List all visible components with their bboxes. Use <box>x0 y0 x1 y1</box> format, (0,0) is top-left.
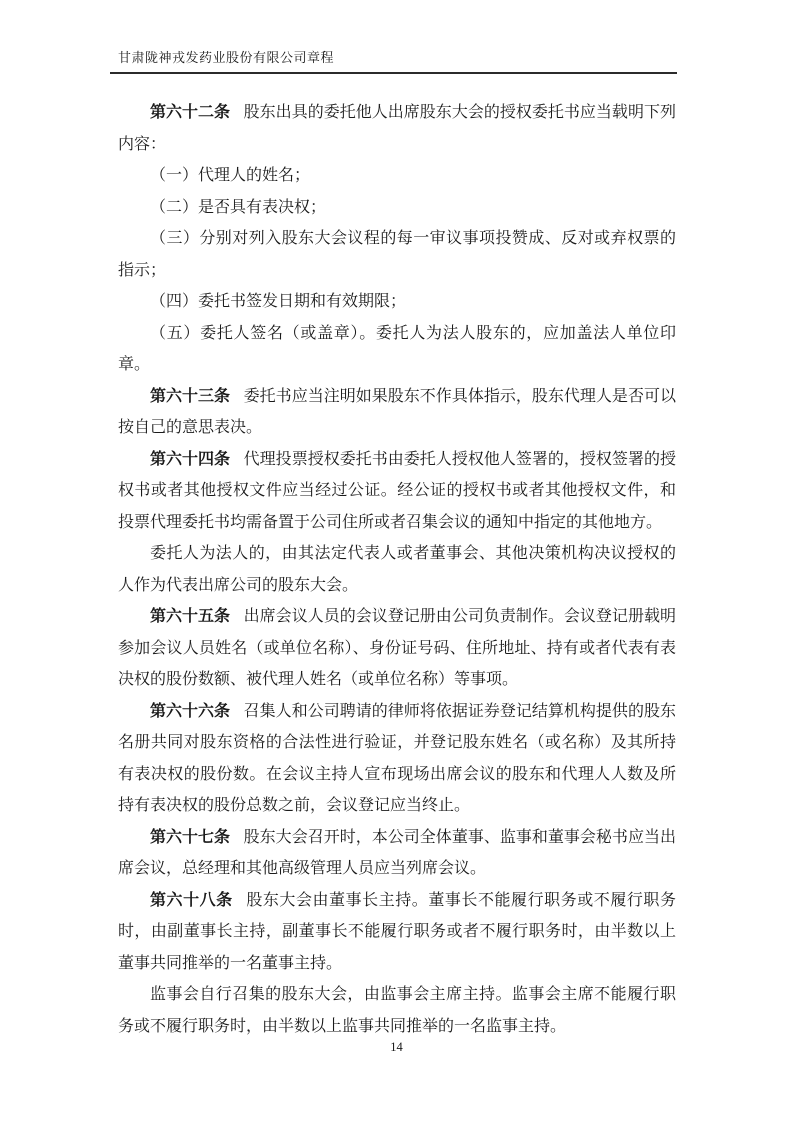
article-paragraph <box>118 822 676 885</box>
paragraph-text: （四）委托书签发日期和有效期限； <box>150 293 407 310</box>
paragraph-text: 股东大会由董事长主持。董事长不能履行职务或不履行职务时，由副董事长主持，副董事长不能履行职务或者不履行职务时，由半数以上董事共同推举的一名董事主持。 <box>118 891 676 972</box>
page-number: 14 <box>390 1040 403 1054</box>
article-paragraph <box>118 601 676 696</box>
article-paragraph <box>118 97 676 160</box>
paragraph-text: （一）代理人的姓名； <box>150 167 311 184</box>
paragraph-text: （五）委托人签名（或盖章）。委托人为法人股东的，应加盖法人单位印章。 <box>118 324 676 373</box>
body-paragraph <box>118 979 676 1042</box>
article-number: 第六十七条 <box>150 828 231 846</box>
body-paragraph <box>118 223 676 286</box>
body-paragraph <box>118 538 676 601</box>
article-number: 第六十六条 <box>150 702 231 720</box>
article-number: 第六十四条 <box>150 450 231 468</box>
paragraph-text: 召集人和公司聘请的律师将依据证券登记结算机构提供的股东名册共同对股东资格的合法性进行验证，并登记股东姓名（或名称）及其所持有表决权的股份数。在会议主持人宣布现场出席会议的股东和代理人人数及所持有表决权的股份总数之前，会议登记应当终止。 <box>118 702 676 814</box>
article-paragraph <box>118 885 676 980</box>
article-paragraph <box>118 444 676 539</box>
article-paragraph <box>118 381 676 444</box>
paragraph-text: 股东出具的委托他人出席股东大会的授权委托书应当载明下列内容： <box>118 104 676 153</box>
body-paragraph <box>118 318 676 381</box>
paragraph-text: 出席会议人员的会议登记册由公司负责制作。会议登记册载明参加会议人员姓名（或单位名称）、身份证号码、住所地址、持有或者代表有表决权的股份数额、被代理人姓名（或单位名称）等事项。 <box>118 608 676 688</box>
paragraph-text: 委托人为法人的，由其法定代表人或者董事会、其他决策机构决议授权的人作为代表出席公司的股东大会。 <box>118 545 676 594</box>
paragraph-text: 股东大会召开时，本公司全体董事、监事和董事会秘书应当出席会议，总经理和其他高级管理人员应当列席会议。 <box>118 828 676 877</box>
article-number: 第六十二条 <box>150 104 231 121</box>
page-footer <box>0 1038 793 1056</box>
article-number: 第六十三条 <box>150 387 231 405</box>
body-paragraph <box>118 160 676 192</box>
paragraph-text: 监事会自行召集的股东大会，由监事会主席主持。监事会主席不能履行职务或不履行职务时，由半数以上监事共同推举的一名监事主持。 <box>118 986 676 1035</box>
article-number: 第六十八条 <box>150 891 233 909</box>
body-paragraph <box>118 192 676 224</box>
paragraph-text: 代理投票授权委托书由委托人授权他人签署的，授权签署的授权书或者其他授权文件应当经过公证。经公证的授权书或者其他授权文件，和投票代理委托书均需备置于公司住所或者召集会议的通知中指定的其他地方。 <box>118 450 676 531</box>
paragraph-text: （二）是否具有表决权； <box>150 198 327 216</box>
header-title: 甘肃陇神戎发药业股份有限公司章程 <box>118 50 335 65</box>
document-body <box>118 97 676 1042</box>
article-paragraph <box>118 696 676 822</box>
paragraph-text: （三）分别对列入股东大会议程的每一审议事项投赞成、反对或弃权票的指示； <box>118 230 676 279</box>
page-header <box>110 48 677 74</box>
body-paragraph <box>118 286 676 318</box>
paragraph-text: 委托书应当注明如果股东不作具体指示，股东代理人是否可以按自己的意思表决。 <box>118 387 676 436</box>
article-number: 第六十五条 <box>150 608 231 625</box>
